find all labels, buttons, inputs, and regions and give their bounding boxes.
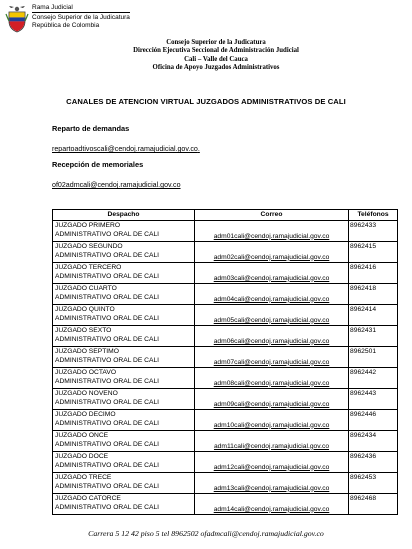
court-type: ADMINISTRATIVO ORAL DE CALI <box>55 336 160 344</box>
court-phone: 8962446 <box>349 410 398 431</box>
court-phone: 8962501 <box>349 347 398 368</box>
court-name: JUZGADO SEPTIMO <box>55 348 119 355</box>
despacho-cell <box>53 326 195 347</box>
despacho-cell <box>53 494 195 515</box>
court-phone: 8962436 <box>349 452 398 473</box>
reparto-label: Reparto de demandas <box>52 124 130 133</box>
reparto-email-suffix: . <box>197 145 200 153</box>
court-name: JUZGADO TERCERO <box>55 264 122 271</box>
court-name: JUZGADO OCTAVO <box>55 369 117 376</box>
table-row <box>53 473 398 494</box>
table-row <box>53 326 398 347</box>
court-email-link[interactable]: adm12cali@cendoj.ramajudicial.gov.co <box>195 452 349 473</box>
court-name: JUZGADO DOCE <box>55 453 109 460</box>
court-phone: 8962453 <box>349 473 398 494</box>
despacho-cell <box>53 221 195 242</box>
table-row <box>53 263 398 284</box>
court-email-link[interactable]: adm14cali@cendoj.ramajudicial.gov.co <box>195 494 349 515</box>
court-phone: 8962431 <box>349 326 398 347</box>
despacho-cell <box>53 305 195 326</box>
court-email-link[interactable]: adm13cali@cendoj.ramajudicial.gov.co <box>195 473 349 494</box>
memoriales-label: Recepción de memoriales <box>52 160 144 169</box>
court-phone: 8962443 <box>349 389 398 410</box>
court-type: ADMINISTRATIVO ORAL DE CALI <box>55 315 160 323</box>
court-type: ADMINISTRATIVO ORAL DE CALI <box>55 420 160 428</box>
court-type: ADMINISTRATIVO ORAL DE CALI <box>55 378 160 386</box>
header-telefonos: Teléfonos <box>349 210 398 221</box>
court-email-link[interactable]: adm03cali@cendoj.ramajudicial.gov.co <box>195 263 349 284</box>
table-row <box>53 431 398 452</box>
court-type: ADMINISTRATIVO ORAL DE CALI <box>55 252 160 260</box>
court-type: ADMINISTRATIVO ORAL DE CALI <box>55 504 160 512</box>
court-name: JUZGADO PRIMERO <box>55 222 121 229</box>
despacho-cell <box>53 263 195 284</box>
header-despacho: Despacho <box>53 210 195 221</box>
despacho-cell <box>53 284 195 305</box>
court-name: JUZGADO CATORCE <box>55 495 121 502</box>
court-type: ADMINISTRATIVO ORAL DE CALI <box>55 399 160 407</box>
institution-line: Dirección Ejecutiva Seccional de Administración Judicial <box>133 47 299 55</box>
court-type: ADMINISTRATIVO ORAL DE CALI <box>55 441 160 449</box>
court-name: JUZGADO DECIMO <box>55 411 116 418</box>
court-email-link[interactable]: adm11cali@cendoj.ramajudicial.gov.co <box>195 431 349 452</box>
coat-of-arms-logo <box>5 5 29 33</box>
court-name: JUZGADO QUINTO <box>55 306 115 313</box>
table-row <box>53 221 398 242</box>
table-row <box>53 410 398 431</box>
court-email-link[interactable]: adm01cali@cendoj.ramajudicial.gov.co <box>195 221 349 242</box>
despacho-cell <box>53 452 195 473</box>
despacho-cell <box>53 242 195 263</box>
court-type: ADMINISTRATIVO ORAL DE CALI <box>55 357 160 365</box>
court-type: ADMINISTRATIVO ORAL DE CALI <box>55 294 160 302</box>
table-row <box>53 242 398 263</box>
court-name: JUZGADO SEGUNDO <box>55 243 123 250</box>
court-name: JUZGADO NOVENO <box>55 390 118 397</box>
court-email-link[interactable]: adm08cali@cendoj.ramajudicial.gov.co <box>195 368 349 389</box>
court-email-link[interactable]: adm07cali@cendoj.ramajudicial.gov.co <box>195 347 349 368</box>
despacho-cell <box>53 410 195 431</box>
brand-country: República de Colombia <box>32 21 100 29</box>
brand-name: Rama Judicial <box>32 4 73 11</box>
despacho-cell <box>53 389 195 410</box>
table-row <box>53 305 398 326</box>
court-type: ADMINISTRATIVO ORAL DE CALI <box>55 462 160 470</box>
court-phone: 8962434 <box>349 431 398 452</box>
table-row <box>53 389 398 410</box>
document-title: CANALES DE ATENCION VIRTUAL JUZGADOS ADMINISTRATIVOS DE CALI <box>66 97 346 106</box>
court-name: JUZGADO TRECE <box>55 474 112 481</box>
memoriales-email-link[interactable]: of02admcali@cendoj.ramajudicial.gov.co <box>52 181 181 189</box>
footer-address: Carrera 5 12 42 piso 5 tel 8962502 ofadmcali@cendoj.ramajudicial.gov.co <box>88 529 324 538</box>
table-body <box>53 221 398 515</box>
institution-header <box>96 39 336 72</box>
table-row <box>53 284 398 305</box>
court-phone: 8962433 <box>349 221 398 242</box>
court-type: ADMINISTRATIVO ORAL DE CALI <box>55 231 160 239</box>
court-type: ADMINISTRATIVO ORAL DE CALI <box>55 273 160 281</box>
court-name: JUZGADO SEXTO <box>55 327 112 334</box>
court-phone: 8962416 <box>349 263 398 284</box>
institution-line: Consejo Superior de la Judicatura <box>166 39 266 46</box>
despacho-cell <box>53 347 195 368</box>
court-name: JUZGADO CUARTO <box>55 285 117 292</box>
court-phone: 8962418 <box>349 284 398 305</box>
brand-council: Consejo Superior de la Judicatura <box>32 13 130 21</box>
brand-block <box>32 4 130 30</box>
court-email-link[interactable]: adm02cali@cendoj.ramajudicial.gov.co <box>195 242 349 263</box>
table-header-row <box>53 210 398 221</box>
despacho-cell <box>53 473 195 494</box>
institution-line: Cali – Valle del Cauca <box>184 55 248 63</box>
court-email-link[interactable]: adm04cali@cendoj.ramajudicial.gov.co <box>195 284 349 305</box>
reparto-email-line <box>52 145 200 153</box>
court-phone: 8962415 <box>349 242 398 263</box>
despacho-cell <box>53 431 195 452</box>
court-email-link[interactable]: adm10cali@cendoj.ramajudicial.gov.co <box>195 410 349 431</box>
table-row <box>53 368 398 389</box>
table-row <box>53 494 398 515</box>
court-email-link[interactable]: adm06cali@cendoj.ramajudicial.gov.co <box>195 326 349 347</box>
courts-table <box>52 209 398 515</box>
court-phone: 8962468 <box>349 494 398 515</box>
reparto-email-link[interactable]: repartoadtivoscali@cendoj.ramajudicial.gov.co <box>52 145 198 153</box>
court-email-link[interactable]: adm05cali@cendoj.ramajudicial.gov.co <box>195 305 349 326</box>
despacho-cell <box>53 368 195 389</box>
institution-line: Oficina de Apoyo Juzgados Administrativos <box>152 63 280 71</box>
header-correo: Correo <box>195 210 349 221</box>
court-phone: 8962442 <box>349 368 398 389</box>
table-row <box>53 452 398 473</box>
court-type: ADMINISTRATIVO ORAL DE CALI <box>55 483 160 491</box>
court-phone: 8962414 <box>349 305 398 326</box>
court-name: JUZGADO ONCE <box>55 432 109 439</box>
court-email-link[interactable]: adm09cali@cendoj.ramajudicial.gov.co <box>195 389 349 410</box>
table-row <box>53 347 398 368</box>
